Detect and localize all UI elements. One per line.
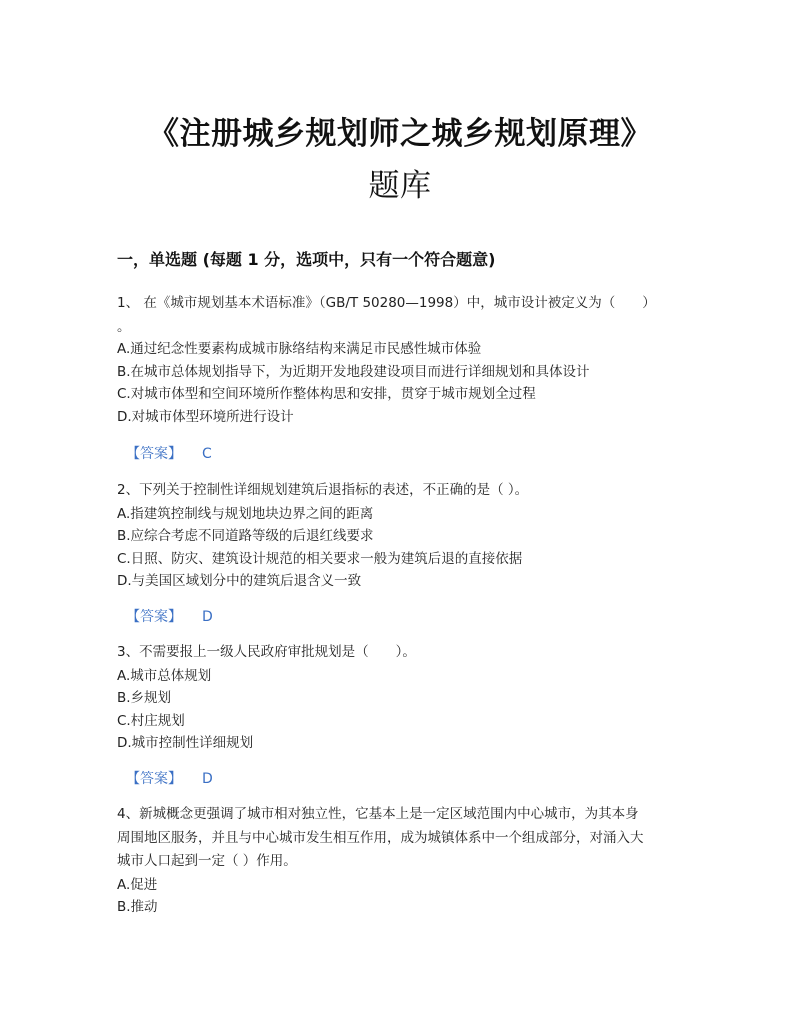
answer-label: 【答案】 (126, 609, 182, 625)
answer-letter: D (202, 771, 213, 787)
question-3 (117, 641, 687, 755)
question-stem: 1、 在《城市规划基本术语标准》（GB/T 50280—1998）中，城市设计被定义为（ ） (117, 295, 656, 311)
section-heading: 一，单选题 (每题 1 分，选项中，只有一个符合题意) (117, 250, 496, 269)
option-a: A.指建筑控制线与规划地块边界之间的距离 (117, 505, 374, 522)
answer-letter: C (202, 446, 212, 462)
answer-2 (126, 606, 213, 626)
document-title: 《注册城乡规划师之城乡规划原理》 (148, 116, 652, 152)
option-d: D.对城市体型环境所进行设计 (117, 408, 294, 425)
option-b: B.在城市总体规划指导下，为近期开发地段建设项目而进行详细规划和具体设计 (117, 363, 590, 380)
option-d: D.城市控制性详细规划 (117, 735, 254, 751)
question-2 (117, 479, 687, 593)
question-stem-continuation: 。 (117, 318, 131, 335)
answer-1 (126, 443, 212, 463)
option-c: C.对城市体型和空间环境所作整体构思和安排，贯穿于城市规划全过程 (117, 386, 536, 402)
document-subtitle: 题库 (368, 168, 432, 204)
answer-3 (126, 768, 213, 788)
option-a: A.促进 (117, 876, 158, 893)
answer-label: 【答案】 (126, 446, 182, 462)
answer-letter: D (202, 609, 213, 625)
option-b: B.推动 (117, 899, 158, 915)
option-c: C.日照、防灾、建筑设计规范的相关要求一般为建筑后退的直接依据 (117, 550, 523, 567)
answer-label: 【答案】 (126, 771, 182, 787)
option-a: A.通过纪念性要素构成城市脉络结构来满足市民感性城市体验 (117, 341, 482, 357)
option-c: C.村庄规划 (117, 712, 185, 729)
option-d: D.与美国区域划分中的建筑后退含义一致 (117, 573, 362, 589)
question-1 (117, 292, 687, 428)
question-stem: 2、下列关于控制性详细规划建筑后退指标的表述，不正确的是（ ）。 (117, 482, 529, 498)
question-4 (117, 803, 687, 919)
question-stem-line-1: 4、新城概念更强调了城市相对独立性，它基本上是一定区域范围内中心城市，为其本身 (117, 806, 639, 822)
option-b: B.应综合考虑不同道路等级的后退红线要求 (117, 528, 374, 544)
question-stem-line-2: 周围地区服务，并且与中心城市发生相互作用，成为城镇体系中一个组成部分，对涌入大 (117, 829, 644, 846)
option-b: B.乡规划 (117, 690, 172, 706)
question-stem-line-3: 城市人口起到一定（ ）作用。 (117, 853, 297, 869)
option-a: A.城市总体规划 (117, 667, 212, 684)
question-stem: 3、不需要报上一级人民政府审批规划是（ ）。 (117, 644, 416, 660)
